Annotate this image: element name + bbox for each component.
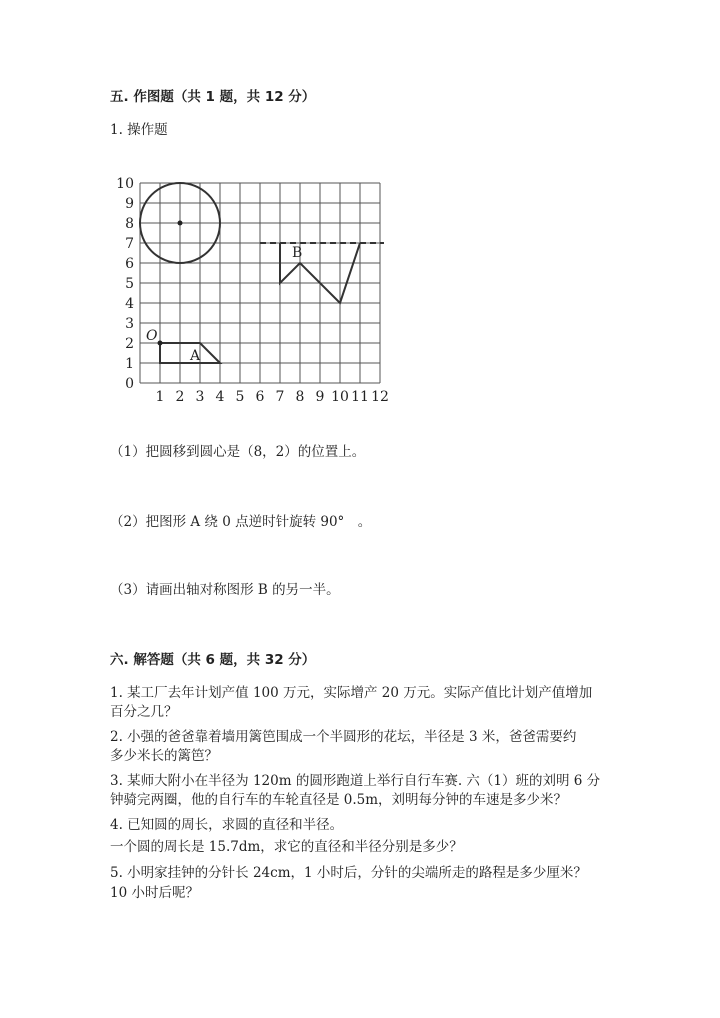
x-tick-label: 7 [275, 389, 285, 405]
x-tick-label: 4 [215, 389, 225, 405]
x-tick-label: 8 [295, 389, 305, 405]
x-tick-label: 11 [351, 389, 369, 405]
y-tick-label: 7 [125, 236, 134, 252]
x-tick-label: 9 [315, 389, 325, 405]
x-tick-label: 5 [235, 389, 245, 405]
question-line: 一个圆的周长是 15.7dm，求它的直径和半径分别是多少？ [110, 839, 463, 855]
y-tick-label: 6 [125, 256, 134, 272]
y-tick-label: 9 [125, 196, 134, 212]
question-line: 1. 某工厂去年计划产值 100 万元，实际增产 20 万元。实际产值比计划产值增加 [110, 685, 593, 701]
x-tick-label: 3 [195, 389, 205, 405]
y-tick-label: 1 [125, 356, 134, 372]
x-tick-label: 2 [175, 389, 185, 405]
label-a: A [190, 348, 201, 364]
x-tick-label: 6 [255, 389, 265, 405]
point-o [158, 341, 163, 346]
question-line: 百分之几？ [110, 704, 178, 720]
y-tick-label: 5 [125, 276, 134, 292]
y-tick-label: 3 [125, 316, 134, 332]
question-line: 2. 小强的爸爸靠着墙用篱笆围成一个半圆形的花坛，半径是 3 米，爸爸需要约 [110, 729, 577, 745]
y-tick-label: 10 [116, 176, 134, 192]
coordinate-grid-figure [110, 170, 400, 405]
question-line: 3. 某师大附小在半径为 120m 的圆形跑道上举行自行车赛. 六（1）班的刘明 6 分 [110, 773, 601, 789]
section-6-title: 六. 解答题（共 6 题，共 32 分） [110, 652, 316, 668]
circle-center-dot [178, 221, 183, 226]
question-title: 1. 操作题 [110, 122, 168, 138]
task-1: （1）把圆移到圆心是（8，2）的位置上。 [110, 444, 366, 460]
x-tick-label: 12 [371, 389, 389, 405]
question-line: 多少米长的篱笆？ [110, 748, 218, 764]
y-tick-label: 0 [125, 376, 134, 392]
question-line: 10 小时后呢？ [110, 885, 199, 901]
section-5-title: 五. 作图题（共 1 题，共 12 分） [110, 89, 316, 105]
y-tick-label: 2 [125, 336, 134, 352]
task-2: （2）把图形 A 绕 0 点逆时针旋转 90° 。 [110, 514, 372, 530]
question-line: 钟骑完两圈，他的自行车的车轮直径是 0.5m，刘明每分钟的车速是多少米？ [110, 792, 568, 808]
x-tick-label: 10 [331, 389, 349, 405]
label-b: B [292, 245, 303, 261]
y-tick-label: 4 [125, 296, 134, 312]
y-tick-label: 8 [125, 216, 134, 232]
label-o: O [146, 328, 158, 344]
question-line: 5. 小明家挂钟的分针长 24cm，1 小时后，分针的尖端所走的路程是多少厘米？ [110, 865, 587, 881]
task-3: （3）请画出轴对称图形 B 的另一半。 [110, 582, 340, 598]
x-tick-label: 1 [155, 389, 165, 405]
question-line: 4. 已知圆的周长，求圆的直径和半径。 [110, 817, 344, 833]
